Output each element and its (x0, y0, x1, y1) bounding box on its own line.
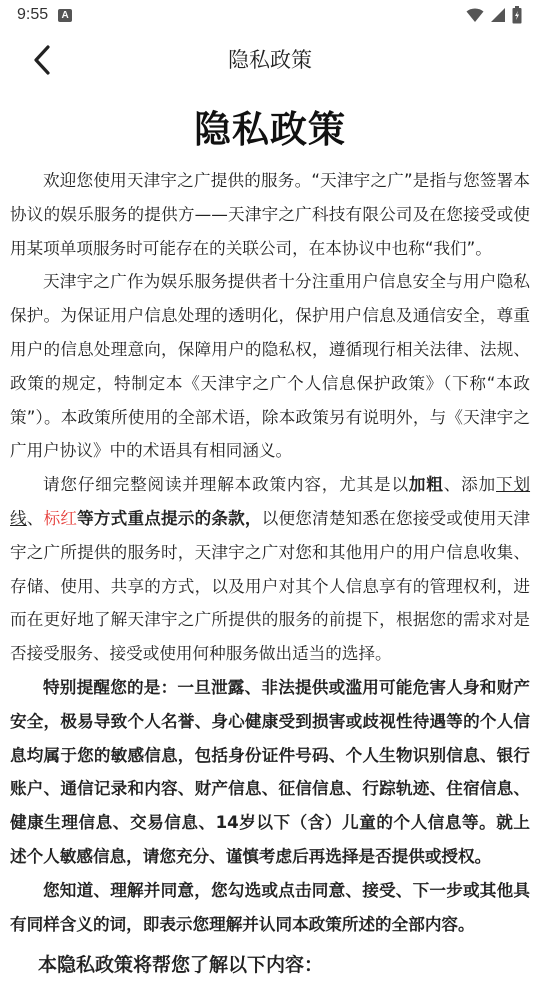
text-segment: 、 (26, 508, 44, 528)
underline-text: 下划线 (10, 475, 531, 528)
section-heading: 本隐私政策将帮您了解以下内容： (38, 954, 324, 977)
signal-icon (490, 7, 506, 23)
status-bar (0, 0, 540, 30)
paragraph-reading-notice (10, 468, 530, 671)
paragraph-purpose: 天津宇之广作为娱乐服务提供者十分注重用户信息安全与用户隐私保护。为保证用户信息处理的透明化，保护用户信息及通信安全，尊重用户的信息处理意向，保障用户的隐私权，遵循现行相关法律、法规、政策的规定，特制定本《天津宇之广个人信息保护政策》（下称“本政策”）。本政策所使用的全部术语，除本政策另有说明外，与《天津宇之广用户协议》中的术语具有相同涵义。 (10, 272, 530, 461)
notification-icon: A (58, 9, 72, 22)
paragraph-intro: 欢迎您使用天津宇之广提供的服务。“天津宇之广”是指与您签署本协议的娱乐服务的提供方——天津宇之广科技有限公司及在您接受或使用某项单项服务时可能存在的关联公司，在本协议中也称“我们”。 (10, 171, 530, 258)
document-title: 隐私政策 (194, 108, 346, 151)
paragraph-consent: 您知道、理解并同意，您勾选或点击同意、接受、下一步或其他具有同样含义的词，即表示您理解并认同本政策所述的全部内容。 (10, 880, 530, 934)
red-text: 标红 (43, 508, 78, 528)
bold-text: 加粗 (408, 475, 444, 495)
text-segment: 请您仔细完整阅读并理解本政策内容，尤其是以 (43, 475, 409, 495)
text-segment: 以便您清楚知悉在您接受或使用天津宇之广所提供的服务时，天津宇之广对您和其他用户的用户信息收集、存储、使用、共享的方式，以及用户对其个人信息享有的管理权利，进而在更好地了解天津宇之广所提供的服务的前提下，根据您的需求对是否接受服务、接受或使用何种服务做出适当的选择。 (10, 508, 531, 664)
text-segment: 、添加 (443, 475, 497, 495)
wifi-icon (466, 7, 484, 23)
page-title: 隐私政策 (228, 48, 312, 72)
status-time: 9:55 (17, 6, 49, 23)
nav-bar (0, 30, 540, 90)
policy-content[interactable] (10, 96, 530, 983)
back-button[interactable] (22, 40, 62, 80)
status-icons (466, 6, 522, 24)
bold-text: 等方式重点提示的条款， (77, 508, 262, 528)
paragraph-sensitive-info: 特别提醒您的是：一旦泄露、非法提供或滥用可能危害人身和财产安全，极易导致个人名誉、身心健康受到损害或歧视性待遇等的个人信息均属于您的敏感信息，包括身份证件号码、个人生物识别信息、银行账户、通信记录和内容、财产信息、征信信息、行踪轨迹、住宿信息、健康生理信息、交易信息、14岁以下（含）儿童的个人信息等。就上述个人敏感信息，请您充分、谨慎考虑后再选择是否提供或授权。 (10, 677, 530, 866)
battery-icon (512, 6, 522, 24)
chevron-left-icon (32, 44, 52, 76)
